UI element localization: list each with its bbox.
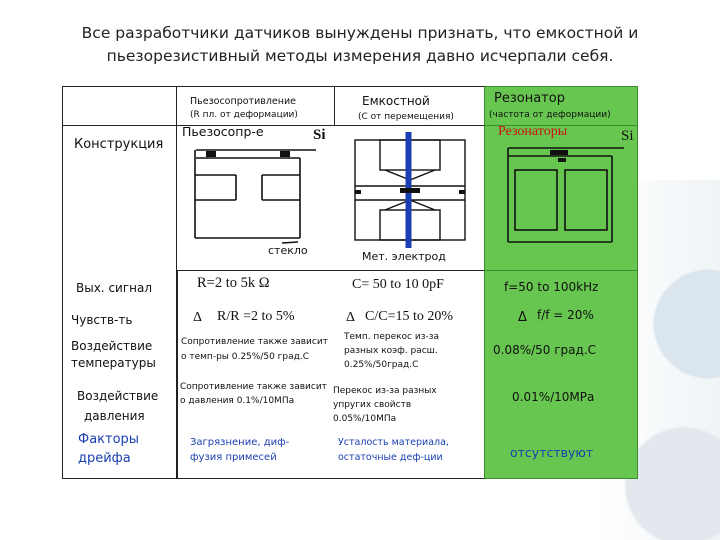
piezo-temperature: Сопротивление также зависит о темп-ры 0.25%/50 град.С	[181, 337, 328, 362]
resonator-drift: отсутствуют	[510, 445, 594, 460]
piezo-si-label: Si	[313, 127, 326, 143]
row-label-temperature: Воздействие температуры	[71, 339, 156, 370]
piezo-construction-label: Пьезосопр-е	[182, 124, 264, 139]
piezo-drift: Загрязнение, диф-фузия примесей	[190, 437, 290, 463]
resonator-type: Резонатор	[494, 91, 565, 106]
capacitive-output: C= 50 to 10 0pF	[352, 277, 444, 292]
resonator-type-note: (частота от деформации)	[489, 110, 611, 120]
capacitive-sensitivity: C/C=15 to 20%	[365, 309, 454, 324]
capacitive-drift: Усталость материала, остаточные деф-ции	[338, 437, 449, 463]
capacitive-temperature: Темп. перекос из-за разных коэф. расш. 0.25%/50град.С	[344, 332, 440, 370]
resonator-sensitivity: f/f = 20%	[537, 308, 594, 322]
piezo-type: Пьезосопротивление	[190, 96, 296, 107]
piezo-glass-label: стекло	[268, 244, 308, 257]
resonator-si-label: Si	[621, 128, 634, 144]
resonator-output: f=50 to 100kHz	[504, 280, 599, 294]
row-label-pressure-line2: давления	[84, 409, 145, 423]
row-label-drift-line2: дрейфа	[78, 451, 131, 466]
row-label-pressure-line1: Воздействие	[77, 389, 159, 403]
capacitive-pressure: Перекос из-за разных упругих свойств 0.05%/10МПа	[333, 386, 437, 424]
row-label-construction: Конструкция	[74, 137, 164, 152]
capacitive-type: Емкостной	[362, 94, 430, 108]
piezo-output: R=2 to 5k Ω	[197, 275, 270, 291]
row-label-drift-line1: Факторы	[78, 432, 140, 447]
piezo-pressure: Сопротивление также зависит о давления 0.1%/10МПа	[180, 382, 327, 406]
resonator-sensitivity-symbol: Δ	[518, 310, 527, 325]
row-label-sensitivity: Чувств-ть	[71, 313, 133, 327]
capacitive-type-note: (С от перемещения)	[358, 112, 454, 122]
piezo-sensitivity: R/R =2 to 5%	[217, 309, 295, 324]
piezo-sensitivity-symbol: Δ	[193, 310, 203, 325]
resonator-construction-label: Резонаторы	[498, 124, 568, 139]
resonator-pressure: 0.01%/10МРа	[512, 390, 595, 404]
row-label-output: Вых. сигнал	[76, 281, 153, 295]
slide-title: Все разработчики датчиков вынуждены признать, что емкостной и пьезорезистивный методы измерения давно исчерпали себя.	[81, 24, 639, 65]
resonator-temperature: 0.08%/50 град.С	[493, 343, 597, 357]
capacitive-electrode-label: Мет. электрод	[362, 250, 446, 263]
piezo-type-note: (R пл. от деформации)	[190, 110, 298, 120]
capacitive-sensitivity-symbol: Δ	[346, 310, 356, 325]
